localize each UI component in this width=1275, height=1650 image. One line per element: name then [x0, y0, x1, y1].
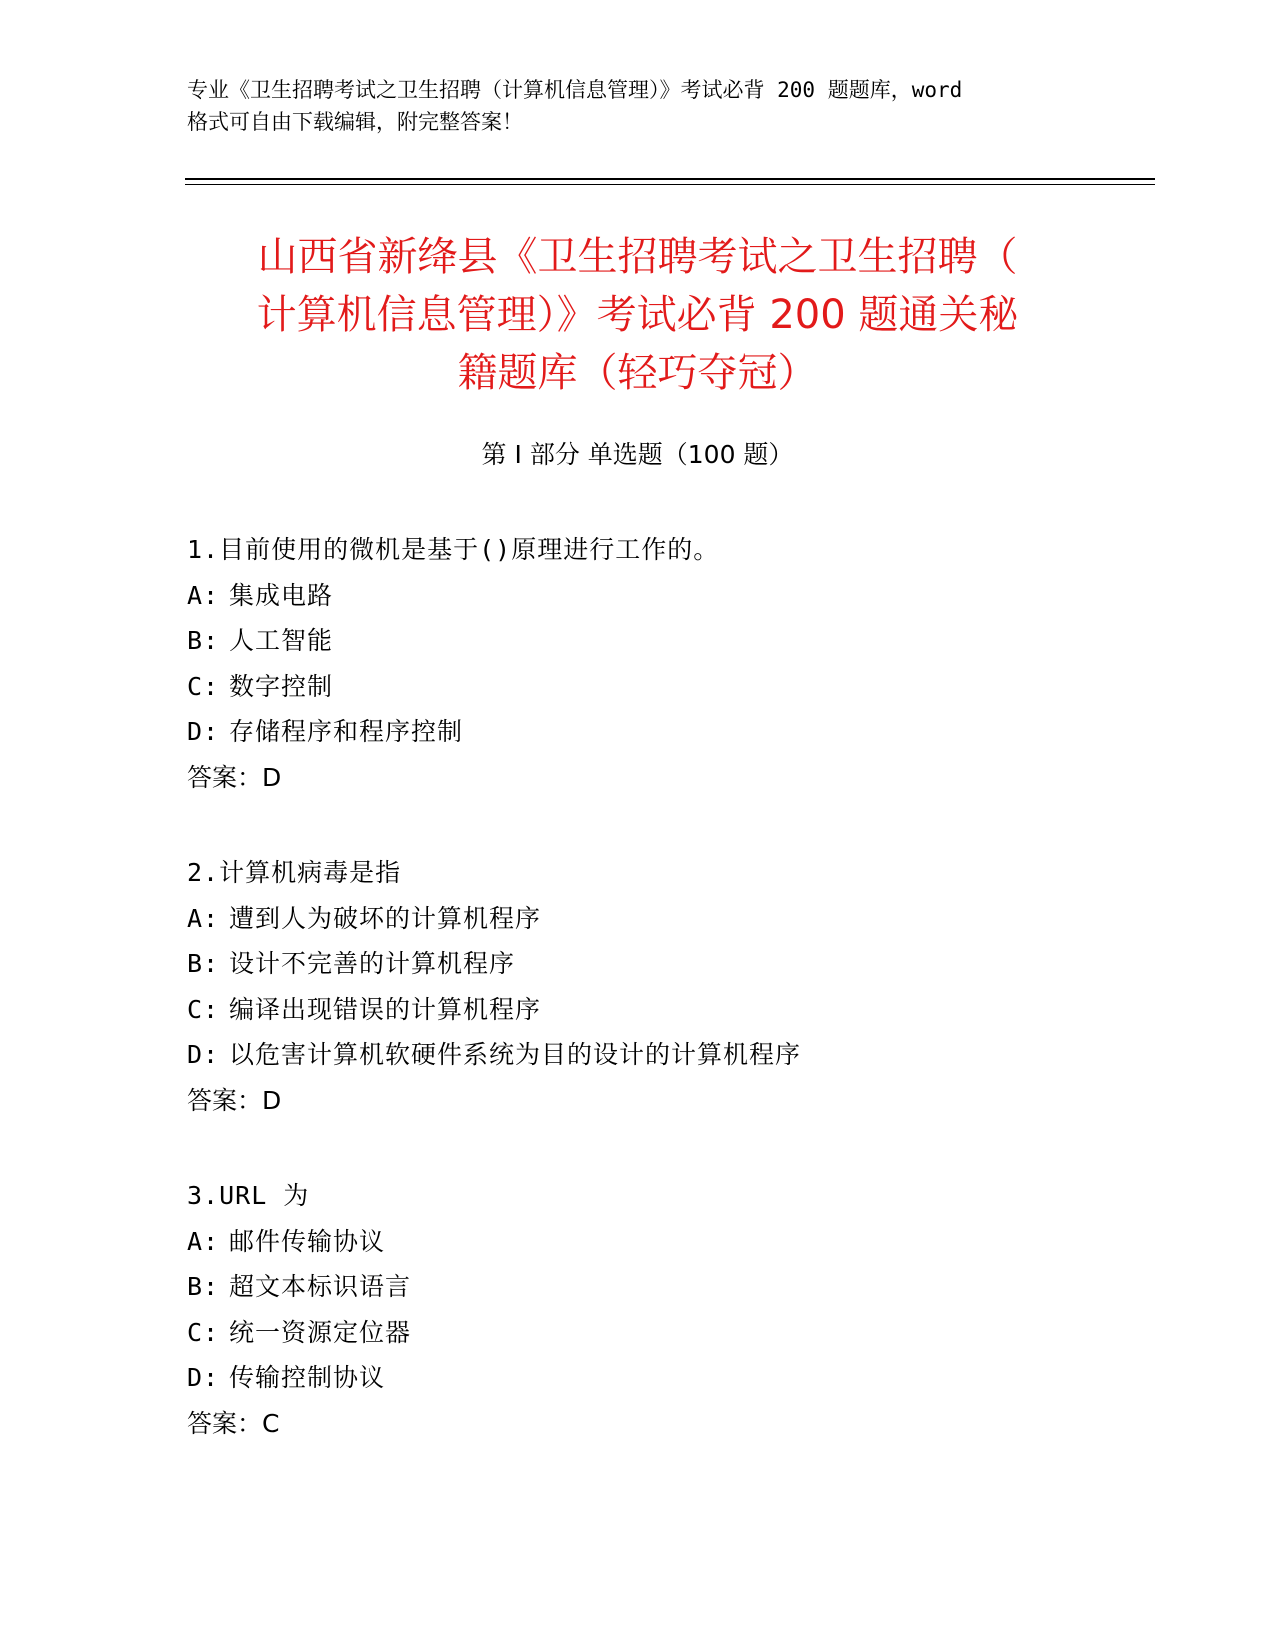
question-answer: 答案：C — [187, 1408, 280, 1438]
question-option — [187, 896, 1147, 942]
option-text: 设计不完善的计算机程序 — [229, 949, 516, 978]
option-letter: D: — [187, 1040, 220, 1069]
option-letter: A: — [187, 903, 220, 933]
option-letter: B: — [187, 949, 220, 978]
question-list — [187, 527, 1147, 1496]
question-stem: 2.计算机病毒是指 — [187, 858, 402, 887]
option-letter: A: — [187, 580, 220, 610]
question-option — [187, 1219, 1147, 1265]
option-letter: D: — [187, 1363, 220, 1392]
option-letter: C: — [187, 671, 220, 701]
option-letter: C: — [187, 994, 220, 1024]
option-letter: D: — [187, 717, 220, 746]
document-title-line: 山西省新绛县《卫生招聘考试之卫生招聘（ — [257, 234, 1018, 280]
question-option — [187, 941, 1147, 987]
option-text: 集成电路 — [229, 580, 334, 610]
option-text: 人工智能 — [229, 626, 334, 655]
option-text: 编译出现错误的计算机程序 — [229, 994, 542, 1024]
option-text: 遭到人为破坏的计算机程序 — [229, 903, 542, 933]
question-option — [187, 987, 1147, 1033]
document-title — [160, 228, 1115, 402]
question-option — [187, 664, 1147, 710]
question-option — [187, 573, 1147, 619]
question-option — [187, 709, 1147, 755]
option-text: 邮件传输协议 — [229, 1226, 386, 1256]
question-option — [187, 618, 1147, 664]
option-text: 存储程序和程序控制 — [229, 717, 464, 746]
option-letter: B: — [187, 626, 220, 655]
question-stem: 1.目前使用的微机是基于()原理进行工作的。 — [187, 535, 720, 564]
question-option — [187, 1310, 1147, 1356]
question-item — [187, 1173, 1147, 1446]
option-text: 以危害计算机软硬件系统为目的设计的计算机程序 — [229, 1040, 802, 1069]
question-answer: 答案：D — [187, 1085, 282, 1115]
header-divider-thick — [185, 178, 1155, 180]
option-letter: A: — [187, 1226, 220, 1256]
option-letter: C: — [187, 1317, 220, 1347]
option-text: 传输控制协议 — [229, 1363, 386, 1392]
question-option — [187, 1032, 1147, 1078]
question-stem: 3.URL 为 — [187, 1181, 310, 1210]
header-note — [187, 74, 1087, 138]
question-item — [187, 527, 1147, 800]
question-option — [187, 1355, 1147, 1401]
question-option — [187, 1264, 1147, 1310]
header-note-line: 专业《卫生招聘考试之卫生招聘（计算机信息管理）》考试必背 200 题题库，word — [187, 78, 963, 102]
option-letter: B: — [187, 1272, 220, 1301]
question-answer: 答案：D — [187, 762, 282, 792]
document-title-line: 籍题库（轻巧夺冠） — [457, 350, 818, 396]
header-divider-thin — [185, 184, 1155, 185]
question-item — [187, 850, 1147, 1123]
option-text: 超文本标识语言 — [229, 1272, 412, 1301]
header-note-line: 格式可自由下载编辑，附完整答案！ — [187, 110, 523, 134]
document-title-line: 计算机信息管理）》考试必背 200 题通关秘 — [256, 292, 1019, 338]
option-text: 统一资源定位器 — [229, 1317, 412, 1347]
option-text: 数字控制 — [229, 671, 334, 701]
section-title: 第 I 部分 单选题（100 题） — [481, 440, 794, 469]
